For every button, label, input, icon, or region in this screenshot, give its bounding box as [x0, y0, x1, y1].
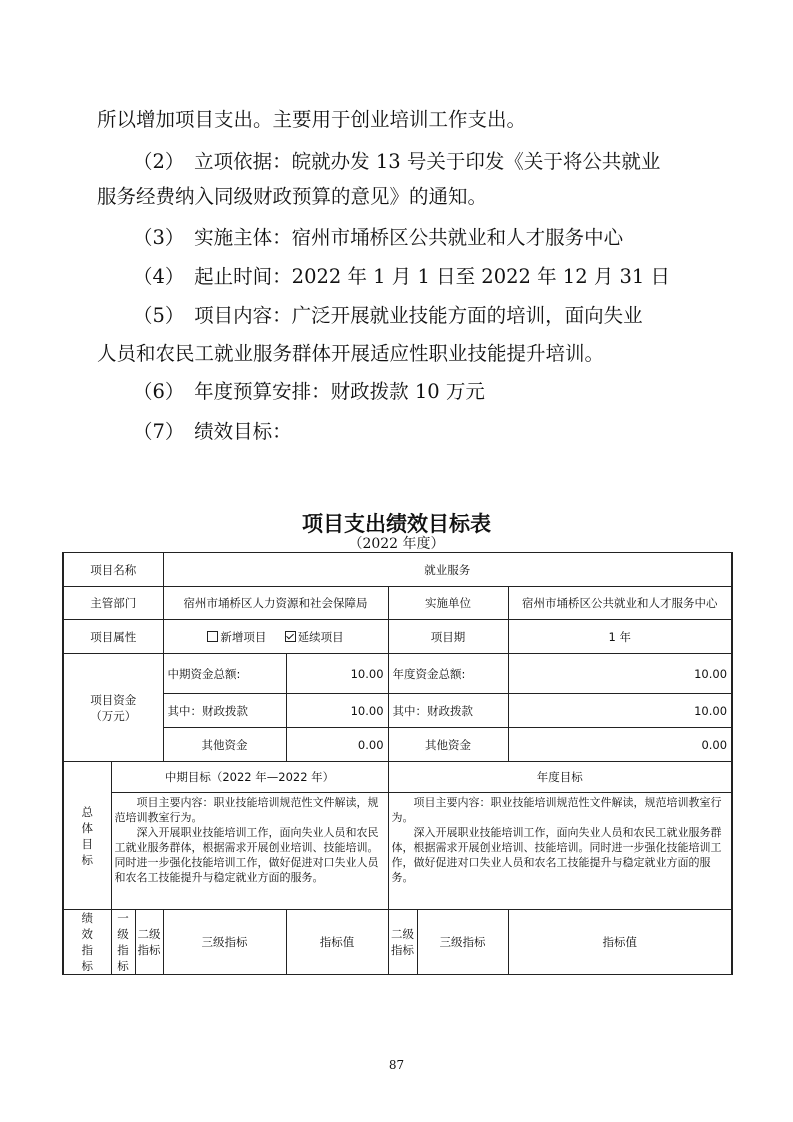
year-level3-indicator-label: 三级指标 [439, 935, 486, 949]
label-char: 指标 [137, 943, 161, 957]
mid-goal-header: 中期目标（2022 年—2022 年） [111, 762, 388, 793]
year-total-label: 年度资金总额: [388, 654, 508, 694]
goal-paragraph: 项目主要内容：职业技能培训规范性文件解读，规范培训教室行为。 [391, 796, 722, 824]
mid-total-value: 10.00 [286, 654, 388, 694]
paragraph-line: （6） 年度预算安排：财政拨款 10 万元 [133, 380, 485, 403]
year-level-indicators [388, 910, 508, 975]
attr-options [163, 620, 388, 654]
paragraph-line: （4） 起止时间：2022 年 1 月 1 日至 2022 年 12 月 31 日 [133, 265, 671, 288]
attr-new: 新增项目 [220, 629, 267, 644]
period-value: 1 年 [508, 620, 732, 654]
project-name-label: 项目名称 [63, 553, 163, 587]
checked-checkbox-icon [285, 631, 296, 642]
year-indicator-value-label: 指标值 [508, 910, 732, 975]
goal-paragraph: 深入开展职业技能培训工作，面向失业人员和农民工就业服务群体，根据需求开展创业培训、技能培训。同时进一步强化技能培训工作，做好促进对口失业人员和农名工技能提升与稳定就业方面的服务。 [391, 826, 722, 884]
page-number: 87 [388, 1058, 405, 1072]
goal-paragraph: 项目主要内容：职业技能培训规范性文件解读，规范培训教室行为。 [114, 796, 379, 824]
label-char: 目 [81, 836, 93, 851]
goal-paragraph: 深入开展职业技能培训工作，面向失业人员和农民工就业服务群体，根据需求开展创业培训、技能培训。同时进一步强化技能培训工作，做好促进对口失业人员和农名工技能提升与稳定就业方面的服务。 [114, 826, 379, 884]
year-goal-text [388, 793, 732, 910]
perf-indicator-label [63, 910, 111, 975]
label-char: 标 [117, 959, 129, 973]
label-char: 指 [117, 943, 129, 957]
label-char: 总 [81, 804, 93, 819]
year-other-value: 0.00 [508, 728, 732, 762]
period-label: 项目期 [388, 620, 508, 654]
mid-fin-value: 10.00 [286, 694, 388, 728]
paragraph-line: 所以增加项目支出。主要用于创业培训工作支出。 [97, 108, 527, 131]
year-goal-header: 年度目标 [388, 762, 732, 793]
label-char: 指 [81, 943, 93, 957]
indicator-value-label: 指标值 [286, 910, 388, 975]
paragraph-line: （5） 项目内容：广泛开展就业技能方面的培训，面向失业 [133, 304, 643, 327]
paragraph-line: （3） 实施主体：宿州市埇桥区公共就业和人才服务中心 [133, 226, 624, 249]
paragraph-line: （7） 绩效目标： [133, 420, 292, 443]
label-char: 体 [81, 820, 93, 835]
paragraph-line: （2） 立项依据：皖就办发 13 号关于印发《关于将公共就业 [133, 150, 661, 173]
year-fin-value: 10.00 [508, 694, 732, 728]
label-char: 二级 [391, 927, 415, 941]
label-char: 效 [81, 927, 93, 941]
label-char: 指标 [391, 943, 415, 957]
attr-cont: 延续项目 [297, 629, 344, 644]
table-subtitle: （2022 年度） [348, 536, 445, 552]
label-char: 一 [117, 911, 129, 925]
year-fin-label: 其中：财政拨款 [388, 694, 508, 728]
performance-target-table [62, 552, 733, 975]
mid-total-label: 中期资金总额: [163, 654, 286, 694]
dept-label: 主管部门 [63, 587, 163, 620]
year-level2-indicator-label [389, 910, 418, 974]
checkbox-icon [207, 631, 218, 642]
level1-indicator-label [111, 910, 135, 975]
year-other-label: 其他资金 [388, 728, 508, 762]
label-char: 二级 [137, 927, 161, 941]
project-name-value: 就业服务 [163, 553, 732, 587]
dept-value: 宿州市埇桥区人力资源和社会保障局 [163, 587, 388, 620]
label-char: 标 [81, 959, 93, 973]
mid-other-label: 其他资金 [163, 728, 286, 762]
fund-label [63, 654, 163, 762]
level3-indicator-label: 三级指标 [163, 910, 286, 975]
impl-label: 实施单位 [388, 587, 508, 620]
paragraph-line: 人员和农民工就业服务群体开展适应性职业技能提升培训。 [97, 342, 605, 365]
mid-goal-text [111, 793, 388, 910]
label-char: 绩 [81, 911, 93, 925]
label-char: 标 [81, 852, 93, 867]
mid-fin-label: 其中：财政拨款 [163, 694, 286, 728]
impl-value: 宿州市埇桥区公共就业和人才服务中心 [508, 587, 732, 620]
fund-label-line: 项目资金 [90, 692, 137, 707]
level2-indicator-label [135, 910, 163, 975]
overall-goal-label [63, 762, 111, 910]
fund-label-line: （万元） [90, 708, 137, 723]
paragraph-line: 服务经费纳入同级财政预算的意见》的通知。 [97, 185, 488, 208]
year-total-value: 10.00 [508, 654, 732, 694]
attr-label: 项目属性 [63, 620, 163, 654]
label-char: 级 [117, 927, 129, 941]
table-title: 项目支出绩效目标表 [302, 512, 491, 536]
mid-other-value: 0.00 [286, 728, 388, 762]
